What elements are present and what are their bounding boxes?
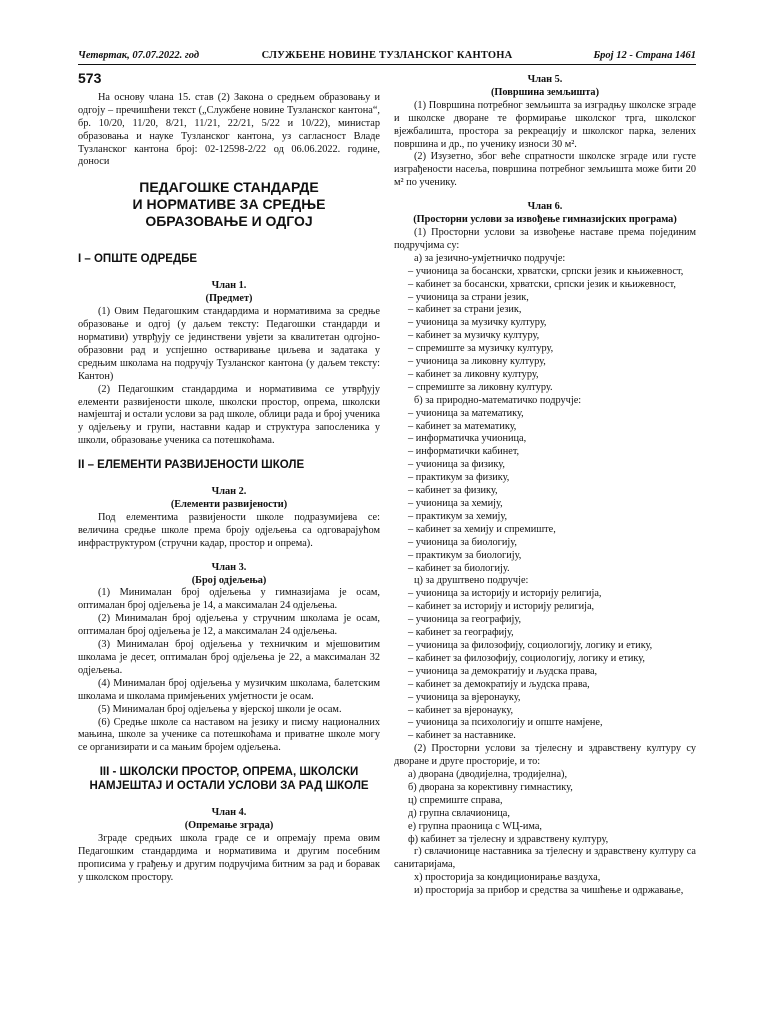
article-3-heading: Члан 3. — [211, 561, 247, 573]
list-item: – кабинет за наставнике. — [408, 730, 516, 742]
list-item: – кабинет за математику, — [408, 420, 517, 432]
article-4-subject: (Опремање зграда) — [184, 820, 274, 832]
list-item: – учионица за биологију, — [408, 536, 517, 548]
list-item: – учионица за вјеронауку, — [408, 691, 521, 703]
header-date: Четвртак, 07.07.2022. год — [78, 50, 200, 61]
list-item: – учионица за демократију и људска права, — [408, 665, 598, 677]
article-5-paragraph-2: (2) Изузетно, због веће спратности школске зграде или густе изграђености насеља, површина потребног земљишта може бити 20 м² по ученику. — [394, 151, 696, 189]
list-item: – кабинет за филозофију, социологију, логику и етику, — [408, 652, 645, 664]
article-4-heading: Члан 4. — [211, 807, 247, 819]
article-5-heading: Члан 5. — [527, 74, 563, 85]
list-item: – учионица за физику, — [408, 459, 505, 471]
preamble: На основу члана 15. став (2) Закона о средњем образовању и одгоју – пречишћени текст („Службене новине Тузланског кантона“, бр. 10/20, 11/20, 8/21, 11/21, 22/21, 5/22 и 10/22), министар образовања и науке Тузланског кантона, уз сагласност Владе Тузланског кантона број: 02-12598-2/22 од 06.06.2022. године, доноси — [78, 91, 380, 168]
list-item: – информатичка учионица, — [408, 433, 527, 445]
list-item: – кабинет за вјеронауку, — [408, 704, 514, 716]
page-header — [78, 50, 696, 64]
list-item: – кабинет за музичку културу, — [408, 330, 540, 342]
area-a-heading: а) за језично-умјетничко подручје: — [414, 252, 566, 264]
list-item: – учионица за математику, — [408, 407, 524, 419]
list-item: – спремиште за ликовну културу. — [408, 381, 553, 393]
list-item: б) дворана за корективну гимнастику, — [408, 781, 573, 793]
left-column — [78, 70, 380, 885]
list-item: – практикум за хемију, — [408, 510, 508, 522]
list-item: ф) кабинет за тјелесну и здравствену културу, — [408, 833, 609, 845]
list-item: – учионица за психологију и опште намјене, — [408, 717, 603, 729]
article-1-heading: Члан 1. — [211, 280, 247, 292]
list-item: – кабинет за страни језик, — [408, 304, 522, 316]
title-line: ОБРАЗОВАЊЕ И ОДГОЈ — [145, 213, 313, 230]
list-item: – кабинет за физику, — [408, 485, 498, 497]
list-item: – кабинет за ликовну културу, — [408, 368, 539, 380]
list-item: – кабинет за биологију. — [408, 562, 510, 574]
area-c-heading: ц) за друштвено подручје: — [414, 575, 529, 587]
header-rule — [78, 64, 696, 65]
article-2-paragraph-1: Под елементима развијености школе подразумијева се: величина средње школе према броју одјељења са одговарајућом инфраструктуром (стручни кадар, простор и опрема). — [78, 511, 380, 549]
document-number: 573 — [78, 70, 102, 86]
list-item: – учионица за историју и историју религија, — [408, 588, 602, 600]
header-page-number: Број 12 - Страна 1461 — [593, 50, 696, 61]
list-item: – учионица за страни језик, — [408, 291, 529, 303]
article-6-paragraph-1: (1) Просторни услови за извођење наставе према појединим подручјима су: — [394, 226, 696, 251]
list-item: е) групна праоница с WЦ-има, — [408, 820, 543, 832]
area-b-heading: б) за природно-математичко подручје: — [414, 394, 582, 406]
article-2-heading: Члан 2. — [211, 486, 247, 498]
list-item: – учионица за музичку културу, — [408, 317, 547, 329]
section-heading-1: I – ОПШТЕ ОДРЕДБЕ — [78, 253, 198, 266]
area-b-list — [394, 408, 696, 576]
article-4-paragraph-1: Зграде средњих школа граде се и опремају према овим Педагошким стандардима и нормативима и другим посебним прописима у грађењу и другим подручјима битним за рад и боравак у школском простору. — [78, 833, 380, 883]
list-item: ц) спремиште справа, — [408, 794, 503, 806]
article-3-paragraph-3: (3) Минималан број одјељења у техничким и мјешовитим школама је десет, оптималан број одјељења је 22, а максималан 32 одјељења. — [78, 639, 380, 676]
section-heading-3: III - ШКОЛСКИ ПРОСТОР, ОПРЕМА, ШКОЛСКИ НАМЈЕШТАЈ И ОСТАЛИ УСЛОВИ ЗА РАД ШКОЛЕ — [89, 766, 369, 793]
list-item: – кабинет за хемију и спремиште, — [408, 523, 556, 535]
list-item: – кабинет за демократију и људска права, — [408, 678, 590, 690]
article-3-paragraph-5: (5) Минималан број одјељења у вјерској школи је осам. — [98, 703, 342, 715]
article-1-subject: (Предмет) — [205, 293, 253, 305]
article-3-paragraph-6: (6) Средње школе са наставом на језику и писму националних мањина, школе за ученике са потешкоћама и приватне школе могу се организирати и са мањим бројем одјељења. — [78, 716, 380, 754]
sport-facilities-list — [394, 769, 696, 846]
article-3-paragraph-1: (1) Минималан број одјељења у гимназијама је осам, оптималан број одјељења је 14, а максималан 24 одјељења. — [78, 587, 380, 612]
list-item: – учионица за географију, — [408, 614, 522, 626]
article-3-paragraph-2: (2) Минималан број одјељења у стручним школама је осам, оптималан број одјељења је 12, а максималан 24 одјељења. — [78, 613, 380, 638]
list-item: д) групна свлачионица, — [408, 807, 510, 819]
section-heading-2: II – ЕЛЕМЕНТИ РАЗВИЈЕНОСТИ ШКОЛЕ — [78, 459, 305, 472]
list-item: – учионица за хемију, — [408, 498, 503, 509]
list-item: – кабинет за географију, — [408, 627, 514, 639]
article-3-paragraph-4: (4) Минималан број одјељења у музичким школама, балетским школама и школама примјењених умјетности је осам. — [78, 677, 380, 702]
list-item: – учионица за филозофију, социологију, логику и етику, — [408, 639, 653, 651]
sport-item-i: и) просторија за прибор и средства за чишћење и одржавање, — [414, 885, 684, 897]
list-item: – кабинет за босански, хрватски, српски језик и књижевност, — [408, 278, 676, 290]
article-2-subject: (Елементи развијености) — [170, 499, 288, 511]
sport-item-h: х) просторија за кондиционирање ваздуха, — [414, 872, 601, 884]
document-title — [78, 179, 380, 230]
right-column — [394, 74, 696, 898]
article-6-paragraph-2: (2) Просторни услови за тјелесну и здравствену културу су дворане и друге просторије, и то: — [394, 743, 696, 768]
list-item: – информатички кабинет, — [408, 446, 520, 458]
sport-item-g: г) свлачионице наставника за тјелесну и здравствену културу са санитаријама, — [394, 846, 696, 871]
list-item: – практикум за физику, — [408, 472, 510, 484]
title-line: И НОРМАТИВЕ ЗА СРЕДЊЕ — [132, 196, 326, 213]
article-3-subject: (Број одјељења) — [191, 574, 267, 586]
article-5-paragraph-1: (1) Површина потребног земљишта за изградњу школске зграде и школске дворане те формирање школског трга, школског вјежбалишта, простора за рекреацију и школског парка, зелених површина и др., по ученику износи 30 м². — [394, 99, 696, 150]
list-item: – практикум за биологију, — [408, 549, 522, 561]
article-6-subject: (Просторни услови за извођење гимназијских програма) — [413, 214, 677, 226]
header-publication: СЛУЖБЕНЕ НОВИНЕ ТУЗЛАНСКОГ КАНТОНА — [261, 50, 513, 61]
list-item: – учионица за ликовну културу, — [408, 356, 546, 368]
article-5-subject: (Површина земљишта) — [490, 86, 600, 98]
area-c-list — [394, 588, 696, 743]
area-a-list — [394, 266, 696, 395]
list-item: а) дворана (дводијелна, тродијелна), — [408, 769, 568, 781]
list-item: – спремиште за музичку културу, — [408, 343, 554, 355]
article-6-heading: Члан 6. — [527, 201, 563, 213]
article-1-paragraph-1: (1) Овим Педагошким стандардима и нормативима за средње образовање и одгој (у даљем тексту: Педагошки стандарди и нормативи) утврђују се јединствени увјети за квалитетан одгојно-образовни рад и успјешно остваривање циљева и задатака у средњим школама на подручју Тузланског кантона (у даљем тексту: Кантон) — [78, 306, 380, 382]
list-item: – кабинет за историју и историју религија, — [408, 601, 595, 613]
title-line: ПЕДАГОШКЕ СТАНДАРДЕ — [139, 179, 319, 196]
list-item: – учионица за босански, хрватски, српски језик и књижевност, — [408, 265, 684, 277]
article-1-paragraph-2: (2) Педагошким стандардима и нормативима се утврђују елементи развијености школе, школски простор, опрема, школски намјештај и остали услови за рад школе, облици рада и број ученика у одјељењу и групи, наставни кадар и структура запосленика у школи, образовање ученика са потешкоћама. — [78, 383, 380, 447]
